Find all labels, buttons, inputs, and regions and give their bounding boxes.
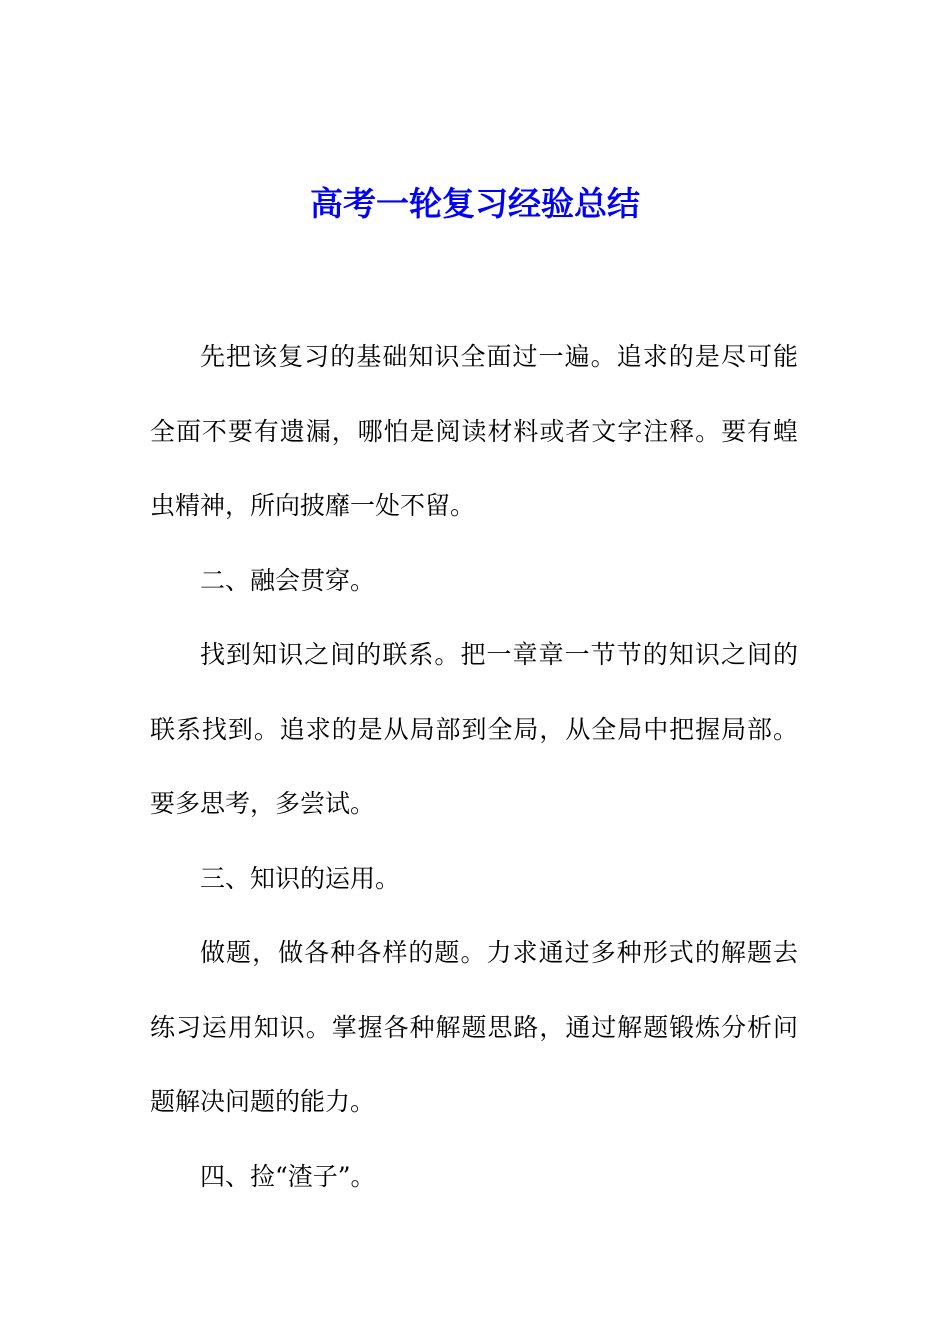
document-body	[150, 320, 798, 1214]
heading-pick-gaps: 四、捡“渣子”。	[200, 1161, 376, 1191]
paragraph-practice: 做题，做各种各样的题。力求通过多种形式的解题去练习运用知识。掌握各种解题思路，通过解题锻炼分析问题解决问题的能力。	[150, 938, 798, 1116]
heading-integration: 二、融会贯穿。	[200, 565, 376, 595]
paragraph-connections: 找到知识之间的联系。把一章章一节节的知识之间的联系找到。追求的是从局部到全局，从全局中把握局部。要多思考，多尝试。	[150, 640, 798, 818]
paragraph-review-basics: 先把该复习的基础知识全面过一遍。追求的是尽可能全面不要有遗漏，哪怕是阅读材料或者文字注释。要有蝗虫精神，所向披靡一处不留。	[150, 342, 798, 520]
heading-application: 三、知识的运用。	[200, 863, 401, 893]
document-title: 高考一轮复习经验总结	[310, 184, 640, 223]
